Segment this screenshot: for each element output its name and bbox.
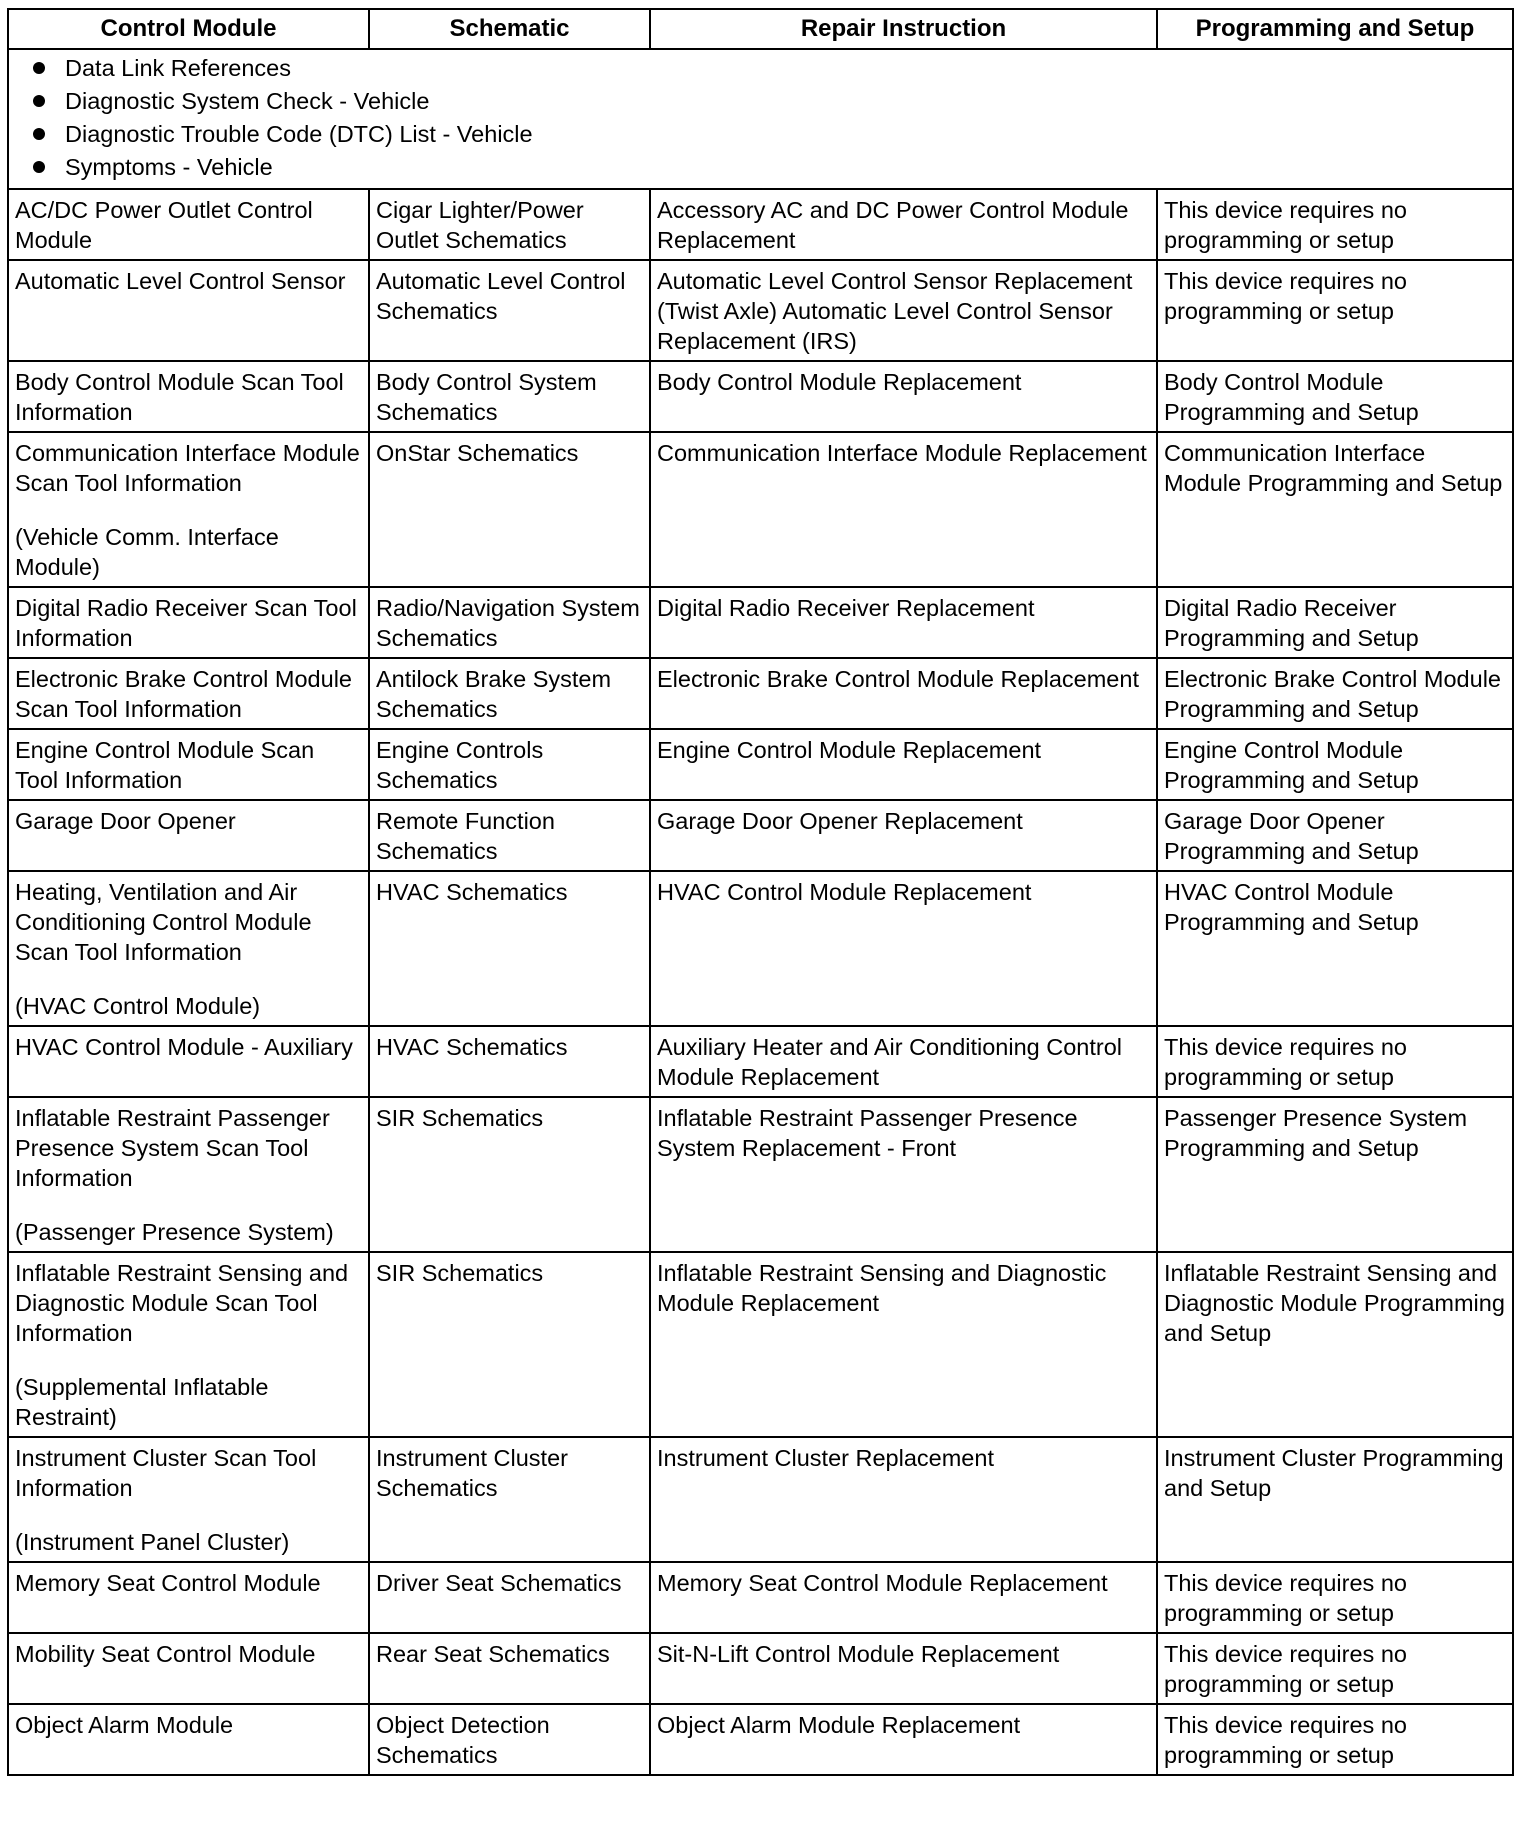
control-module-name[interactable]: Garage Door Opener — [15, 808, 236, 834]
control-module-cell — [8, 1562, 369, 1633]
repair-cell — [650, 260, 1157, 361]
schematic-link[interactable]: OnStar Schematics — [376, 440, 579, 466]
programming-cell — [1157, 1633, 1513, 1704]
control-module-cell — [8, 729, 369, 800]
repair-cell — [650, 1097, 1157, 1252]
table-row — [8, 1097, 1513, 1252]
control-module-alias: (Supplemental Inflatable Restraint) — [15, 1374, 269, 1430]
programming-setup-link[interactable]: Garage Door Opener Programming and Setup — [1164, 808, 1419, 864]
control-module-cell — [8, 1437, 369, 1562]
table-row — [8, 1562, 1513, 1633]
programming-setup-link[interactable]: Instrument Cluster Programming and Setup — [1164, 1445, 1504, 1501]
paragraph-gap — [15, 498, 362, 522]
repair-cell — [650, 361, 1157, 432]
programming-setup-link[interactable]: This device requires no programming or setup — [1164, 1034, 1407, 1090]
reference-item[interactable] — [33, 52, 1506, 85]
schematic-cell — [369, 189, 650, 260]
repair-cell — [650, 1026, 1157, 1097]
bullet-icon — [33, 128, 45, 140]
control-module-name[interactable]: Heating, Ventilation and Air Conditioning Control Module Scan Tool Information — [15, 879, 312, 965]
schematic-cell — [369, 432, 650, 587]
repair-instruction-link[interactable]: Memory Seat Control Module Replacement — [657, 1570, 1108, 1596]
control-module-cell — [8, 1252, 369, 1437]
table-row — [8, 260, 1513, 361]
reference-label: Data Link References — [65, 55, 291, 81]
schematic-link[interactable]: HVAC Schematics — [376, 879, 568, 905]
schematic-link[interactable]: Antilock Brake System Schematics — [376, 666, 612, 722]
schematic-cell — [369, 1633, 650, 1704]
schematic-link[interactable]: SIR Schematics — [376, 1260, 544, 1286]
programming-cell — [1157, 658, 1513, 729]
reference-item[interactable] — [33, 151, 1506, 184]
control-module-name[interactable]: Object Alarm Module — [15, 1712, 234, 1738]
repair-cell — [650, 1704, 1157, 1775]
repair-instruction-link[interactable]: Electronic Brake Control Module Replacement — [657, 666, 1139, 692]
table-row — [8, 800, 1513, 871]
control-module-name[interactable]: Inflatable Restraint Sensing and Diagnostic Module Scan Tool Information — [15, 1260, 349, 1346]
bullet-icon — [33, 62, 45, 74]
reference-label: Diagnostic System Check - Vehicle — [65, 88, 430, 114]
schematic-link[interactable]: Rear Seat Schematics — [376, 1641, 610, 1667]
schematic-cell — [369, 1026, 650, 1097]
control-module-alias: (Vehicle Comm. Interface Module) — [15, 524, 279, 580]
control-module-cell — [8, 800, 369, 871]
schematic-cell — [369, 871, 650, 1026]
references-row — [8, 49, 1513, 189]
programming-cell — [1157, 800, 1513, 871]
repair-instruction-link[interactable]: Digital Radio Receiver Replacement — [657, 595, 1035, 621]
programming-setup-link[interactable]: Digital Radio Receiver Programming and Setup — [1164, 595, 1419, 651]
programming-cell — [1157, 260, 1513, 361]
programming-setup-link[interactable]: This device requires no programming or setup — [1164, 197, 1407, 253]
programming-setup-link[interactable]: This device requires no programming or setup — [1164, 1641, 1407, 1697]
programming-setup-link[interactable]: Electronic Brake Control Module Programming and Setup — [1164, 666, 1501, 722]
programming-cell — [1157, 361, 1513, 432]
schematic-cell — [369, 1437, 650, 1562]
repair-instruction-link[interactable]: Automatic Level Control Sensor Replacement (Twist Axle) Automatic Level Control Sensor Replacement (IRS) — [657, 268, 1133, 354]
table-row — [8, 1026, 1513, 1097]
reference-label: Symptoms - Vehicle — [65, 154, 273, 180]
reference-item[interactable] — [33, 118, 1506, 151]
programming-setup-link[interactable]: This device requires no programming or setup — [1164, 1570, 1407, 1626]
repair-cell — [650, 1633, 1157, 1704]
table-row — [8, 729, 1513, 800]
control-module-name[interactable]: Engine Control Module Scan Tool Information — [15, 737, 315, 793]
programming-cell — [1157, 1026, 1513, 1097]
paragraph-gap — [15, 1503, 362, 1527]
schematic-link[interactable]: Radio/Navigation System Schematics — [376, 595, 640, 651]
control-module-name[interactable]: AC/DC Power Outlet Control Module — [15, 197, 313, 253]
references-cell — [8, 49, 1513, 189]
control-module-cell — [8, 432, 369, 587]
header-programming-setup: Programming and Setup — [1157, 9, 1513, 49]
schematic-cell — [369, 1252, 650, 1437]
header-row — [8, 9, 1513, 49]
programming-setup-link[interactable]: Inflatable Restraint Sensing and Diagnostic Module Programming and Setup — [1164, 1260, 1505, 1346]
repair-cell — [650, 189, 1157, 260]
repair-instruction-link[interactable]: Accessory AC and DC Power Control Module Replacement — [657, 197, 1129, 253]
schematic-link[interactable]: Instrument Cluster Schematics — [376, 1445, 568, 1501]
repair-instruction-link[interactable]: Communication Interface Module Replacement — [657, 440, 1147, 466]
repair-instruction-link[interactable]: Garage Door Opener Replacement — [657, 808, 1023, 834]
repair-cell — [650, 1562, 1157, 1633]
control-module-cell — [8, 361, 369, 432]
schematic-cell — [369, 658, 650, 729]
programming-setup-link[interactable]: Passenger Presence System Programming and Setup — [1164, 1105, 1468, 1161]
table-row — [8, 361, 1513, 432]
control-module-cell — [8, 871, 369, 1026]
programming-cell — [1157, 189, 1513, 260]
bullet-icon — [33, 95, 45, 107]
control-module-name[interactable]: Instrument Cluster Scan Tool Information — [15, 1445, 317, 1501]
control-module-cell — [8, 587, 369, 658]
schematic-link[interactable]: Object Detection Schematics — [376, 1712, 550, 1768]
programming-cell — [1157, 1252, 1513, 1437]
schematic-cell — [369, 729, 650, 800]
schematic-cell — [369, 587, 650, 658]
control-module-name[interactable]: Memory Seat Control Module — [15, 1570, 321, 1596]
reference-item[interactable] — [33, 85, 1506, 118]
schematic-link[interactable]: Cigar Lighter/Power Outlet Schematics — [376, 197, 584, 253]
repair-cell — [650, 1252, 1157, 1437]
programming-cell — [1157, 1562, 1513, 1633]
programming-cell — [1157, 1097, 1513, 1252]
control-module-cell — [8, 189, 369, 260]
schematic-cell — [369, 1704, 650, 1775]
control-module-name[interactable]: Body Control Module Scan Tool Information — [15, 369, 344, 425]
repair-instruction-link[interactable]: Inflatable Restraint Sensing and Diagnostic Module Replacement — [657, 1260, 1107, 1316]
schematic-cell — [369, 800, 650, 871]
repair-cell — [650, 1437, 1157, 1562]
repair-instruction-link[interactable]: Instrument Cluster Replacement — [657, 1445, 994, 1471]
table-row — [8, 432, 1513, 587]
repair-cell — [650, 871, 1157, 1026]
repair-instruction-link[interactable]: Sit-N-Lift Control Module Replacement — [657, 1641, 1060, 1667]
paragraph-gap — [15, 1348, 362, 1372]
paragraph-gap — [15, 967, 362, 991]
programming-setup-link[interactable]: Body Control Module Programming and Setup — [1164, 369, 1419, 425]
programming-setup-link[interactable]: HVAC Control Module Programming and Setup — [1164, 879, 1419, 935]
repair-instruction-link[interactable]: Inflatable Restraint Passenger Presence System Replacement - Front — [657, 1105, 1078, 1161]
control-module-name[interactable]: Mobility Seat Control Module — [15, 1641, 316, 1667]
control-module-cell — [8, 658, 369, 729]
programming-cell — [1157, 432, 1513, 587]
table-row — [8, 871, 1513, 1026]
schematic-cell — [369, 260, 650, 361]
programming-setup-link[interactable]: Engine Control Module Programming and Setup — [1164, 737, 1419, 793]
header-control-module: Control Module — [8, 9, 369, 49]
header-repair-instruction: Repair Instruction — [650, 9, 1157, 49]
table-row — [8, 1252, 1513, 1437]
programming-cell — [1157, 1437, 1513, 1562]
table-row — [8, 1633, 1513, 1704]
reference-list — [15, 52, 1506, 184]
control-module-alias: (Passenger Presence System) — [15, 1219, 334, 1245]
programming-setup-link[interactable]: This device requires no programming or setup — [1164, 1712, 1407, 1768]
schematic-link[interactable]: Engine Controls Schematics — [376, 737, 544, 793]
control-module-cell — [8, 1633, 369, 1704]
schematic-cell — [369, 361, 650, 432]
programming-cell — [1157, 871, 1513, 1026]
control-module-name[interactable]: Digital Radio Receiver Scan Tool Information — [15, 595, 357, 651]
repair-instruction-link[interactable]: Object Alarm Module Replacement — [657, 1712, 1021, 1738]
control-module-cell — [8, 1704, 369, 1775]
paragraph-gap — [15, 1193, 362, 1217]
repair-instruction-link[interactable]: Auxiliary Heater and Air Conditioning Control Module Replacement — [657, 1034, 1123, 1090]
programming-cell — [1157, 1704, 1513, 1775]
repair-cell — [650, 729, 1157, 800]
programming-cell — [1157, 587, 1513, 658]
schematic-cell — [369, 1562, 650, 1633]
repair-cell — [650, 587, 1157, 658]
reference-label: Diagnostic Trouble Code (DTC) List - Vehicle — [65, 121, 533, 147]
table-row — [8, 658, 1513, 729]
schematic-link[interactable]: HVAC Schematics — [376, 1034, 568, 1060]
control-module-alias: (HVAC Control Module) — [15, 993, 261, 1019]
control-module-name[interactable]: HVAC Control Module - Auxiliary — [15, 1034, 353, 1060]
schematic-link[interactable]: Driver Seat Schematics — [376, 1570, 622, 1596]
table-row — [8, 189, 1513, 260]
control-module-name[interactable]: Automatic Level Control Sensor — [15, 268, 346, 294]
schematic-link[interactable]: Automatic Level Control Schematics — [376, 268, 626, 324]
control-module-name[interactable]: Communication Interface Module Scan Tool Information — [15, 440, 360, 496]
repair-instruction-link[interactable]: Body Control Module Replacement — [657, 369, 1022, 395]
header-schematic: Schematic — [369, 9, 650, 49]
programming-setup-link[interactable]: Communication Interface Module Programming and Setup — [1164, 440, 1503, 496]
control-module-cell — [8, 1097, 369, 1252]
repair-cell — [650, 800, 1157, 871]
control-module-alias: (Instrument Panel Cluster) — [15, 1529, 290, 1555]
programming-setup-link[interactable]: This device requires no programming or setup — [1164, 268, 1407, 324]
repair-instruction-link[interactable]: HVAC Control Module Replacement — [657, 879, 1032, 905]
control-module-table — [7, 8, 1514, 1776]
control-module-name[interactable]: Inflatable Restraint Passenger Presence System Scan Tool Information — [15, 1105, 330, 1191]
repair-cell — [650, 658, 1157, 729]
table-row — [8, 587, 1513, 658]
schematic-link[interactable]: SIR Schematics — [376, 1105, 544, 1131]
schematic-link[interactable]: Body Control System Schematics — [376, 369, 597, 425]
control-module-name[interactable]: Electronic Brake Control Module Scan Tool Information — [15, 666, 352, 722]
module-reference-document — [7, 8, 1512, 1776]
schematic-cell — [369, 1097, 650, 1252]
bullet-icon — [33, 161, 45, 173]
table-row — [8, 1704, 1513, 1775]
table-row — [8, 1437, 1513, 1562]
programming-cell — [1157, 729, 1513, 800]
repair-cell — [650, 432, 1157, 587]
control-module-cell — [8, 260, 369, 361]
repair-instruction-link[interactable]: Engine Control Module Replacement — [657, 737, 1042, 763]
control-module-cell — [8, 1026, 369, 1097]
schematic-link[interactable]: Remote Function Schematics — [376, 808, 555, 864]
